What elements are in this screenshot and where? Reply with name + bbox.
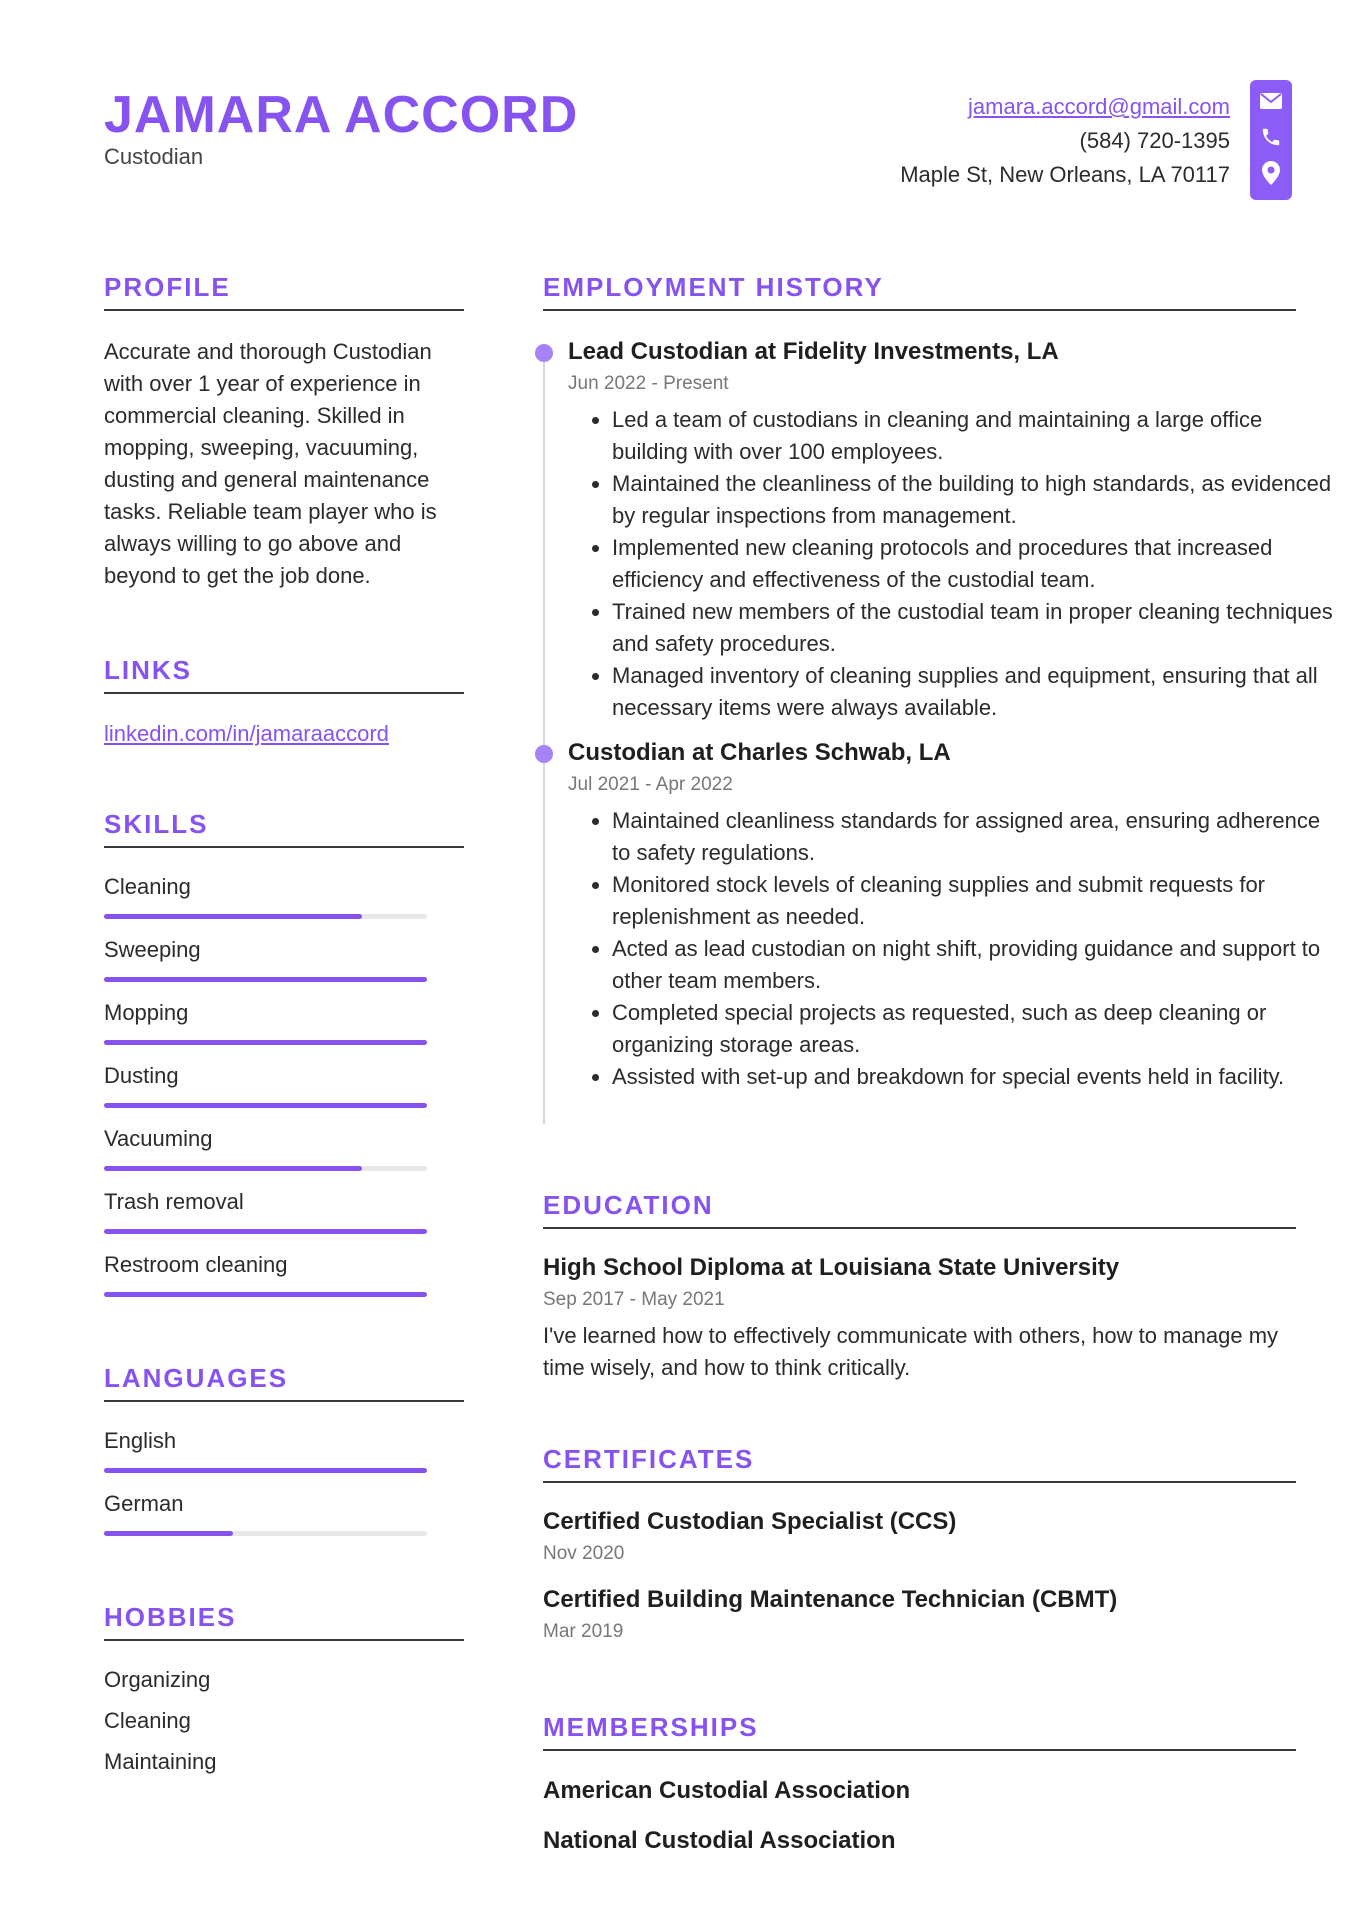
timeline-dot <box>535 745 553 763</box>
certificate-title: Certified Custodian Specialist (CCS) <box>543 1508 957 1535</box>
job-bullets <box>568 805 1342 1093</box>
map-pin-icon <box>1250 156 1292 190</box>
job-dates: Jul 2021 - Apr 2022 <box>568 774 733 795</box>
certificate-date: Mar 2019 <box>543 1621 624 1642</box>
job-bullet: • Monitored stock levels of cleaning supplies and submit requests for replenishment as needed. <box>612 869 1342 933</box>
timeline-dot <box>535 344 553 362</box>
email-link[interactable]: jamara.accord@gmail.com <box>968 94 1230 119</box>
job-bullet: • Led a team of custodians in cleaning and maintaining a large office building with over 100 employees. <box>612 404 1342 468</box>
profile-heading: PROFILE <box>104 272 231 302</box>
language-bar <box>104 1468 427 1473</box>
job-bullet: • Maintained cleanliness standards for assigned area, ensuring adherence to safety regulations. <box>612 805 1342 869</box>
employment-rule <box>543 309 1296 311</box>
job-bullet: • Trained new members of the custodial team in proper cleaning techniques and safety procedures. <box>612 596 1342 660</box>
education-dates: Sep 2017 - May 2021 <box>543 1289 725 1310</box>
linkedin-link[interactable]: linkedin.com/in/jamaraaccord <box>104 721 389 746</box>
memberships-heading: MEMBERSHIPS <box>543 1712 759 1742</box>
education-description: I've learned how to effectively communicate with others, how to manage my time wisely, and how to think critically. <box>543 1323 1279 1380</box>
language-bar <box>104 1531 427 1536</box>
language-label: English <box>104 1428 177 1453</box>
skill-bar <box>104 1166 427 1171</box>
job-bullet: • Acted as lead custodian on night shift, providing guidance and support to other team members. <box>612 933 1342 997</box>
skill-label: Mopping <box>104 1000 189 1025</box>
education-rule <box>543 1227 1296 1229</box>
job-bullets <box>568 404 1342 724</box>
language-label: German <box>104 1491 184 1516</box>
job-dates: Jun 2022 - Present <box>568 373 729 394</box>
address: Maple St, New Orleans, LA 70117 <box>900 162 1230 187</box>
phone-number: (584) 720-1395 <box>1079 128 1230 153</box>
certificates-heading: CERTIFICATES <box>543 1444 755 1474</box>
hobby-item: Maintaining <box>104 1749 217 1774</box>
education-heading: EDUCATION <box>543 1190 714 1220</box>
contact-icon-bar <box>1250 80 1292 200</box>
job-bullet: • Managed inventory of cleaning supplies and equipment, ensuring that all necessary items were always available. <box>612 660 1342 724</box>
profile-text: Accurate and thorough Custodian with over 1 year of experience in commercial cleaning. Skilled in mopping, sweeping, vacuuming, dusting and general maintenance tasks. Reliable team player who is always willing to go above and beyond to get the job done. <box>104 339 437 588</box>
membership-item: American Custodial Association <box>543 1777 911 1804</box>
membership-item: National Custodial Association <box>543 1827 896 1854</box>
links-rule <box>104 692 464 694</box>
hobbies-rule <box>104 1639 464 1641</box>
certificate-title: Certified Building Maintenance Technician (CBMT) <box>543 1586 1118 1613</box>
timeline-line <box>543 346 545 1124</box>
job-bullet: • Assisted with set-up and breakdown for special events held in facility. <box>612 1061 1342 1093</box>
certificate-date: Nov 2020 <box>543 1543 625 1564</box>
skill-bar <box>104 914 427 919</box>
languages-rule <box>104 1400 464 1402</box>
candidate-title: Custodian <box>104 144 204 169</box>
hobby-item: Cleaning <box>104 1708 191 1733</box>
candidate-name: JAMARA ACCORD <box>104 86 579 144</box>
skills-rule <box>104 846 464 848</box>
job-title: Custodian at Charles Schwab, LA <box>568 739 951 766</box>
phone-icon <box>1250 120 1292 154</box>
hobby-item: Organizing <box>104 1667 211 1692</box>
job-bullet: • Completed special projects as requested, such as deep cleaning or organizing storage areas. <box>612 997 1342 1061</box>
memberships-rule <box>543 1749 1296 1751</box>
skill-bar <box>104 977 427 982</box>
languages-heading: LANGUAGES <box>104 1363 289 1393</box>
skill-bar <box>104 1103 427 1108</box>
employment-heading: EMPLOYMENT HISTORY <box>543 272 884 302</box>
job-bullet: • Maintained the cleanliness of the building to high standards, as evidenced by regular inspections from management. <box>612 468 1342 532</box>
skill-label: Dusting <box>104 1063 179 1088</box>
skill-label: Vacuuming <box>104 1126 213 1151</box>
job-title: Lead Custodian at Fidelity Investments, LA <box>568 338 1059 365</box>
job-bullet: • Implemented new cleaning protocols and procedures that increased efficiency and effectiveness of the custodial team. <box>612 532 1342 596</box>
skill-bar <box>104 1229 427 1234</box>
envelope-icon <box>1250 84 1292 118</box>
skill-label: Cleaning <box>104 874 191 899</box>
skill-label: Trash removal <box>104 1189 244 1214</box>
education-title: High School Diploma at Louisiana State University <box>543 1254 1120 1281</box>
skill-label: Restroom cleaning <box>104 1252 288 1277</box>
contact-block <box>900 90 1230 192</box>
certificates-rule <box>543 1481 1296 1483</box>
links-heading: LINKS <box>104 655 192 685</box>
skills-heading: SKILLS <box>104 809 209 839</box>
skill-label: Sweeping <box>104 937 201 962</box>
hobbies-heading: HOBBIES <box>104 1602 237 1632</box>
skill-bar <box>104 1040 427 1045</box>
skill-bar <box>104 1292 427 1297</box>
profile-rule <box>104 309 464 311</box>
